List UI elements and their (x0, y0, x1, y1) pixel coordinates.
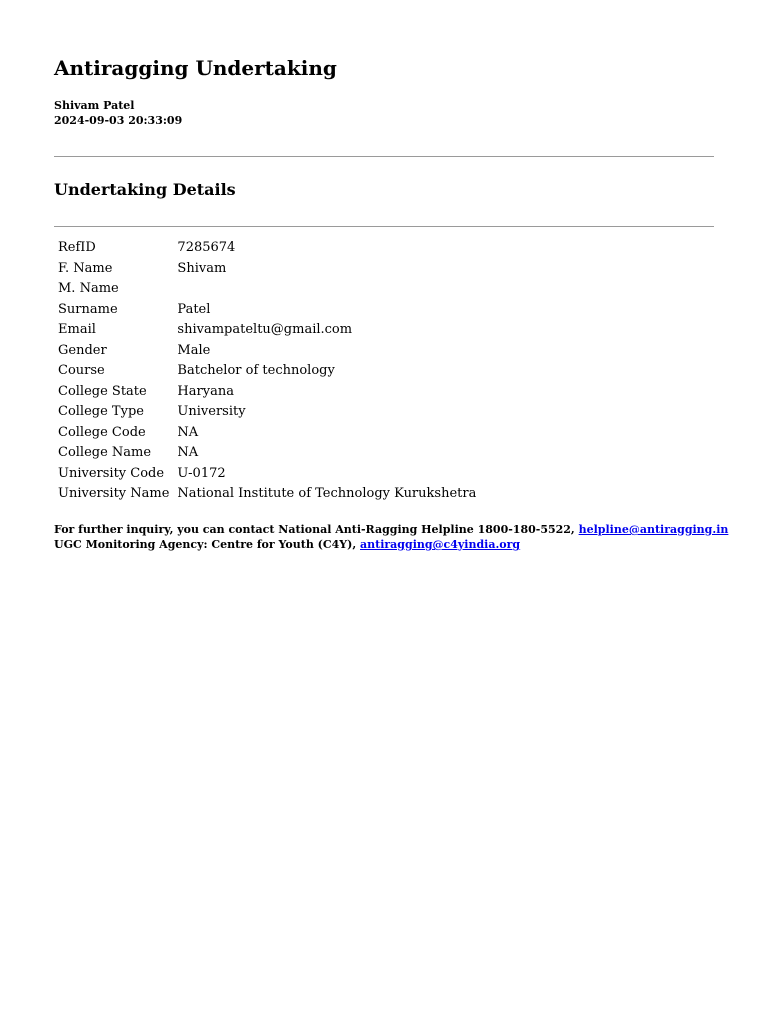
row-label-university-code: University Code (58, 465, 165, 481)
row-value-course: Batchelor of technology (177, 363, 335, 378)
page-title: Antiragging Undertaking (54, 56, 337, 80)
table-row (54, 464, 480, 485)
row-value-middle-name (173, 279, 480, 300)
row-value-refid: 7285674 (177, 240, 236, 255)
row-label-email: Email (58, 322, 96, 337)
row-value-college-type: University (177, 404, 246, 419)
monitoring-agency-email-link[interactable]: antiragging@c4yindia.org (360, 538, 521, 551)
table-row (54, 382, 480, 403)
row-value-surname: Patel (177, 301, 211, 317)
row-value-college-code: NA (177, 424, 199, 440)
row-value-university-name: National Institute of Technology Kurukshetra (177, 486, 477, 501)
row-value-college-state: Haryana (177, 383, 234, 399)
row-label-refid: RefID (58, 240, 96, 255)
table-row (54, 402, 480, 423)
row-value-college-name: NA (177, 445, 199, 460)
row-label-surname: Surname (58, 301, 118, 317)
row-label-college-name: College Name (58, 445, 152, 460)
details-table (54, 238, 480, 505)
table-row (54, 443, 480, 464)
table-row (54, 279, 480, 300)
row-label-college-code: College Code (58, 424, 146, 440)
helpline-text: For further inquiry, you can contact National Anti-Ragging Helpline 1800-180-5522, (54, 523, 579, 536)
row-value-email: shivampateltu@gmail.com (177, 322, 353, 337)
table-row (54, 300, 480, 321)
divider-top (54, 156, 714, 157)
row-label-college-type: College Type (58, 404, 144, 419)
table-row (54, 341, 480, 362)
row-value-university-code: U-0172 (177, 465, 226, 481)
helpline-email-link[interactable]: helpline@antiragging.in (578, 523, 729, 536)
section-title: Undertaking Details (54, 180, 236, 199)
student-name: Shivam Patel (54, 99, 135, 112)
table-row (54, 361, 480, 382)
row-value-first-name: Shivam (177, 260, 227, 276)
submission-timestamp: 2024-09-03 20:33:09 (54, 114, 183, 127)
table-row (54, 484, 480, 505)
table-row (54, 320, 480, 341)
monitoring-agency-notice (54, 537, 520, 552)
table-row (54, 259, 480, 280)
table-row (54, 238, 480, 259)
monitoring-agency-text: UGC Monitoring Agency: Centre for Youth (C4Y), (54, 538, 360, 551)
row-label-university-name: University Name (58, 486, 170, 501)
row-label-gender: Gender (58, 342, 107, 358)
row-label-course: Course (58, 363, 105, 378)
table-row (54, 423, 480, 444)
divider-section (54, 226, 714, 227)
row-value-gender: Male (177, 342, 211, 358)
row-label-first-name: F. Name (58, 260, 113, 276)
row-label-middle-name: M. Name (58, 281, 119, 296)
helpline-notice (54, 522, 728, 537)
row-label-college-state: College State (58, 383, 147, 399)
